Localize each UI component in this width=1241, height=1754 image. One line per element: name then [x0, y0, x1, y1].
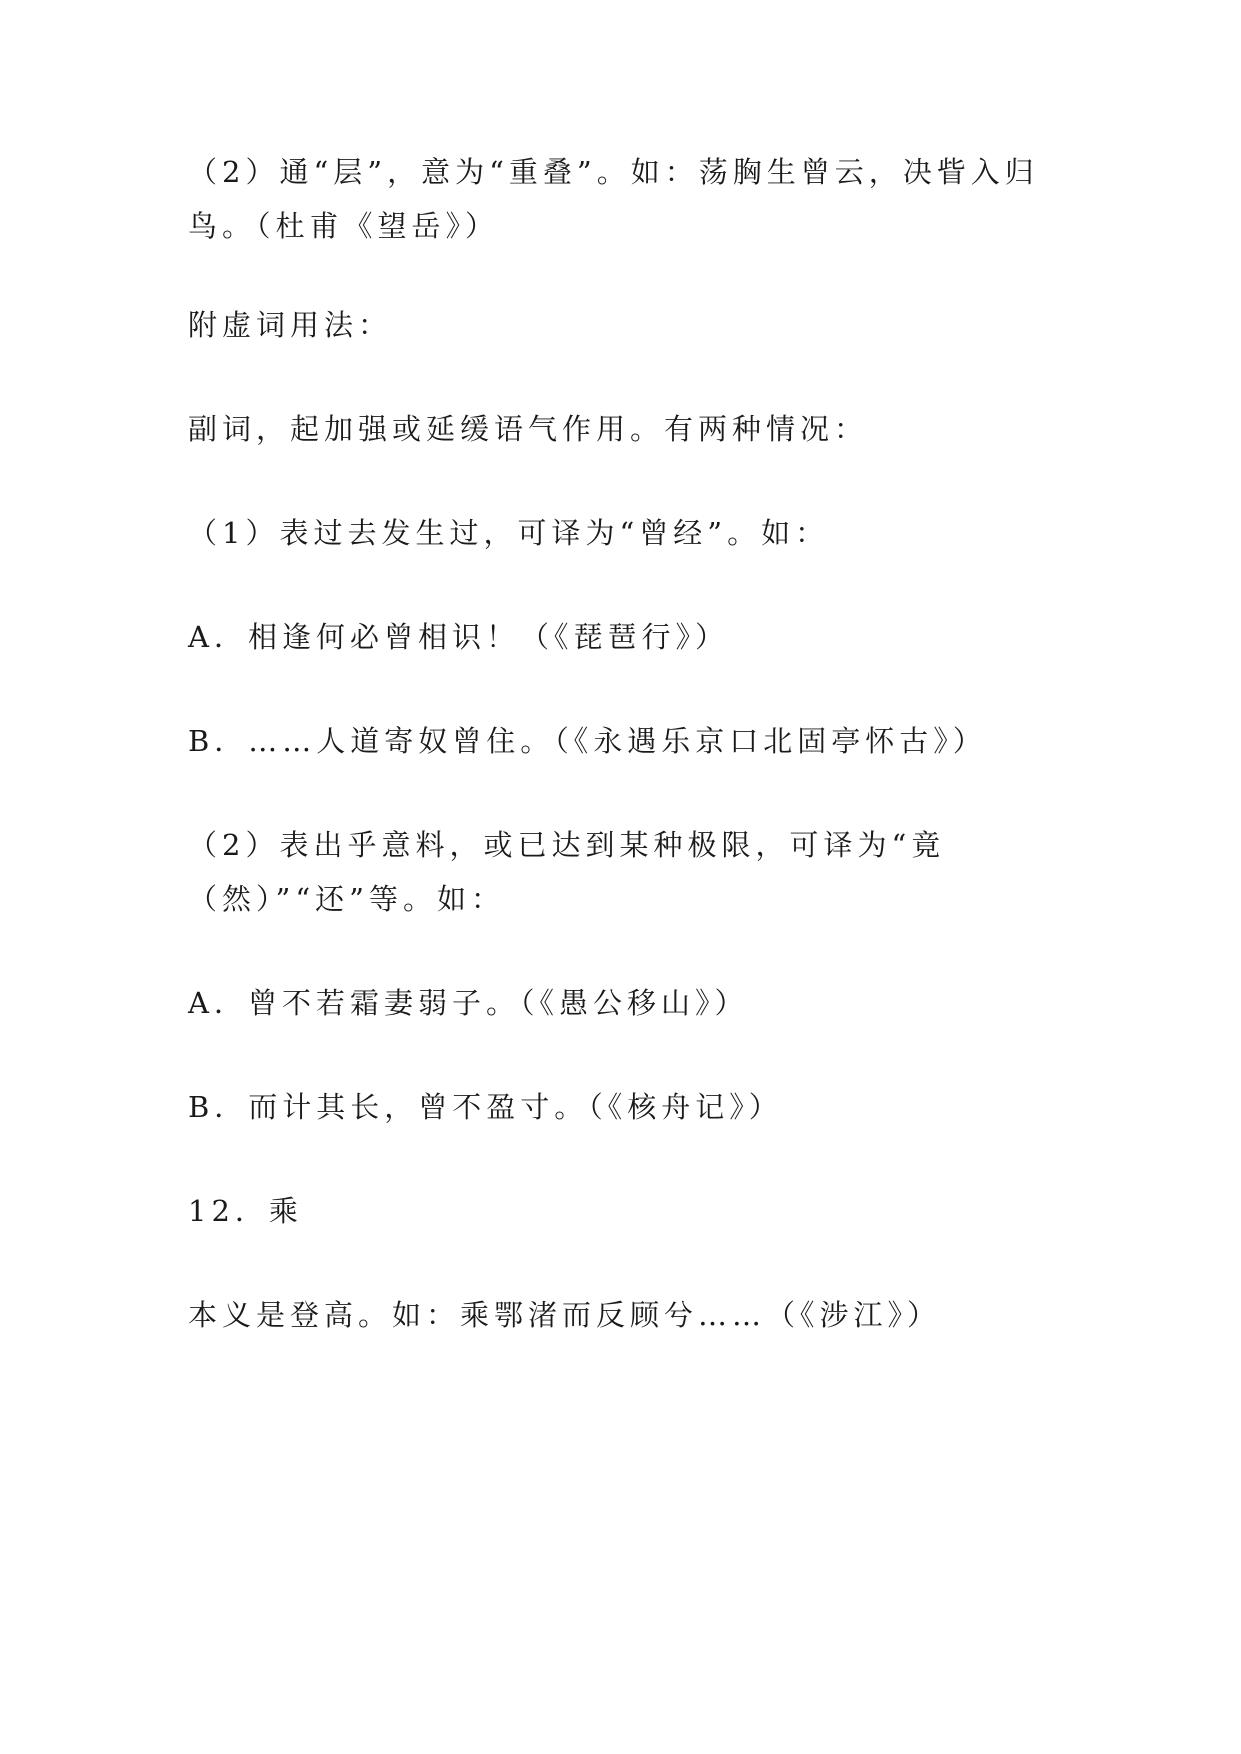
paragraph-example-1b: B．……人道寄奴曾住。（《永遇乐京口北固亭怀古》）	[188, 724, 987, 758]
paragraph-usage-1: （1）表过去发生过，可译为“曾经”。如：	[188, 516, 830, 550]
paragraph-example-2a: A．曾不若霜妻弱子。（《愚公移山》）	[188, 986, 749, 1020]
paragraph-function-word-heading: 附虚词用法：	[188, 308, 393, 342]
paragraph-usage-2: （2）表出乎意料，或已达到某种极限，可译为“竟（然）”“还”等。如：	[188, 828, 946, 916]
paragraph-entry-12-heading: 12．乘	[188, 1194, 303, 1228]
paragraph-example-2b: B．而计其长，曾不盈寸。（《核舟记》）	[188, 1090, 783, 1124]
paragraph-example-1a: A．相逢何必曾相识！（《琵琶行》）	[188, 620, 729, 654]
paragraph-adverb-usage: 副词，起加强或延缓语气作用。有两种情况：	[188, 412, 869, 446]
paragraph-cheng-original-meaning: 本义是登高。如：乘鄂渚而反顾兮……（《涉江》）	[188, 1298, 942, 1332]
paragraph-ceng-meaning-2: （2）通“层”，意为“重叠”。如：荡胸生曾云，决眥入归鸟。（杜甫《望岳》）	[188, 155, 1039, 243]
